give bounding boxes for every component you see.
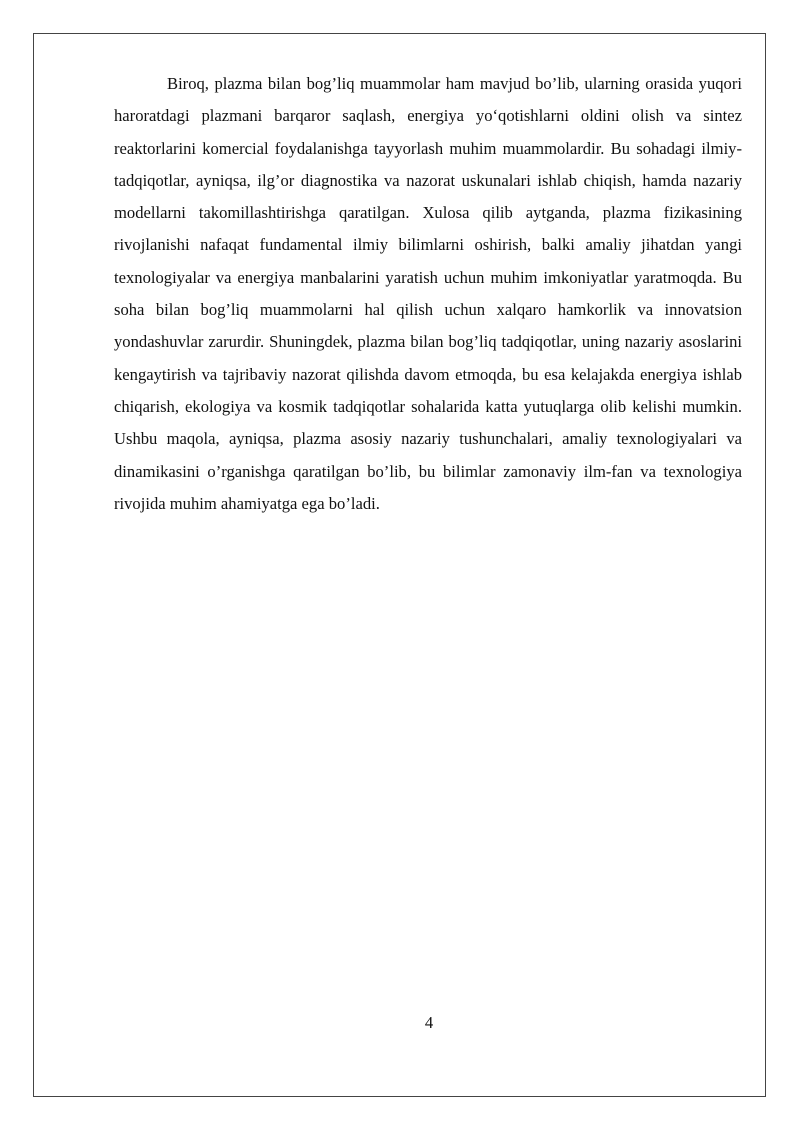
body-paragraph: Biroq, plazma bilan bog’liq muammolar ham mavjud bo’lib, ularning orasida yuqori haroratdagi plazmani barqaror saqlash, energiya yo‘qotishlarni oldini olish va sintez reaktorlarini komercial foydalanishga tayyorlash muhim muammolardir. Bu sohadagi ilmiy-tadqiqotlar, ayniqsa, ilg’or diagnostika va nazorat uskunalari ishlab chiqish, hamda nazariy modellarni takomillashtirishga qaratilgan. Xulosa qilib aytganda, plazma fizikasining rivojlanishi nafaqat fundamental ilmiy bilimlarni oshirish, balki amaliy jihatdan yangi texnologiyalar va energiya manbalarini yaratish uchun muhim imkoniyatlar yaratmoqda. Bu soha bilan bog’liq muammolarni hal qilish uchun xalqaro hamkorlik va innovatsion yondashuvlar zarurdir. Shuningdek, plazma bilan bog’liq tadqiqotlar, uning nazariy asoslarini kengaytirish va tajribaviy nazorat qilishda davom etmoqda, bu esa kelajakda energiya ishlab chiqarish, ekologiya va kosmik tadqiqotlar sohalarida katta yutuqlarga olib kelishi mumkin. Ushbu maqola, ayniqsa, plazma asosiy nazariy tushunchalari, amaliy texnologiyalari va dinamikasini o’rganishga qaratilgan bo’lib, bu bilimlar zamonaviy ilm-fan va texnologiya rivojida muhim ahamiyatga ega bo’ladi. — [114, 74, 742, 513]
page-number: 4 — [424, 1013, 434, 1032]
